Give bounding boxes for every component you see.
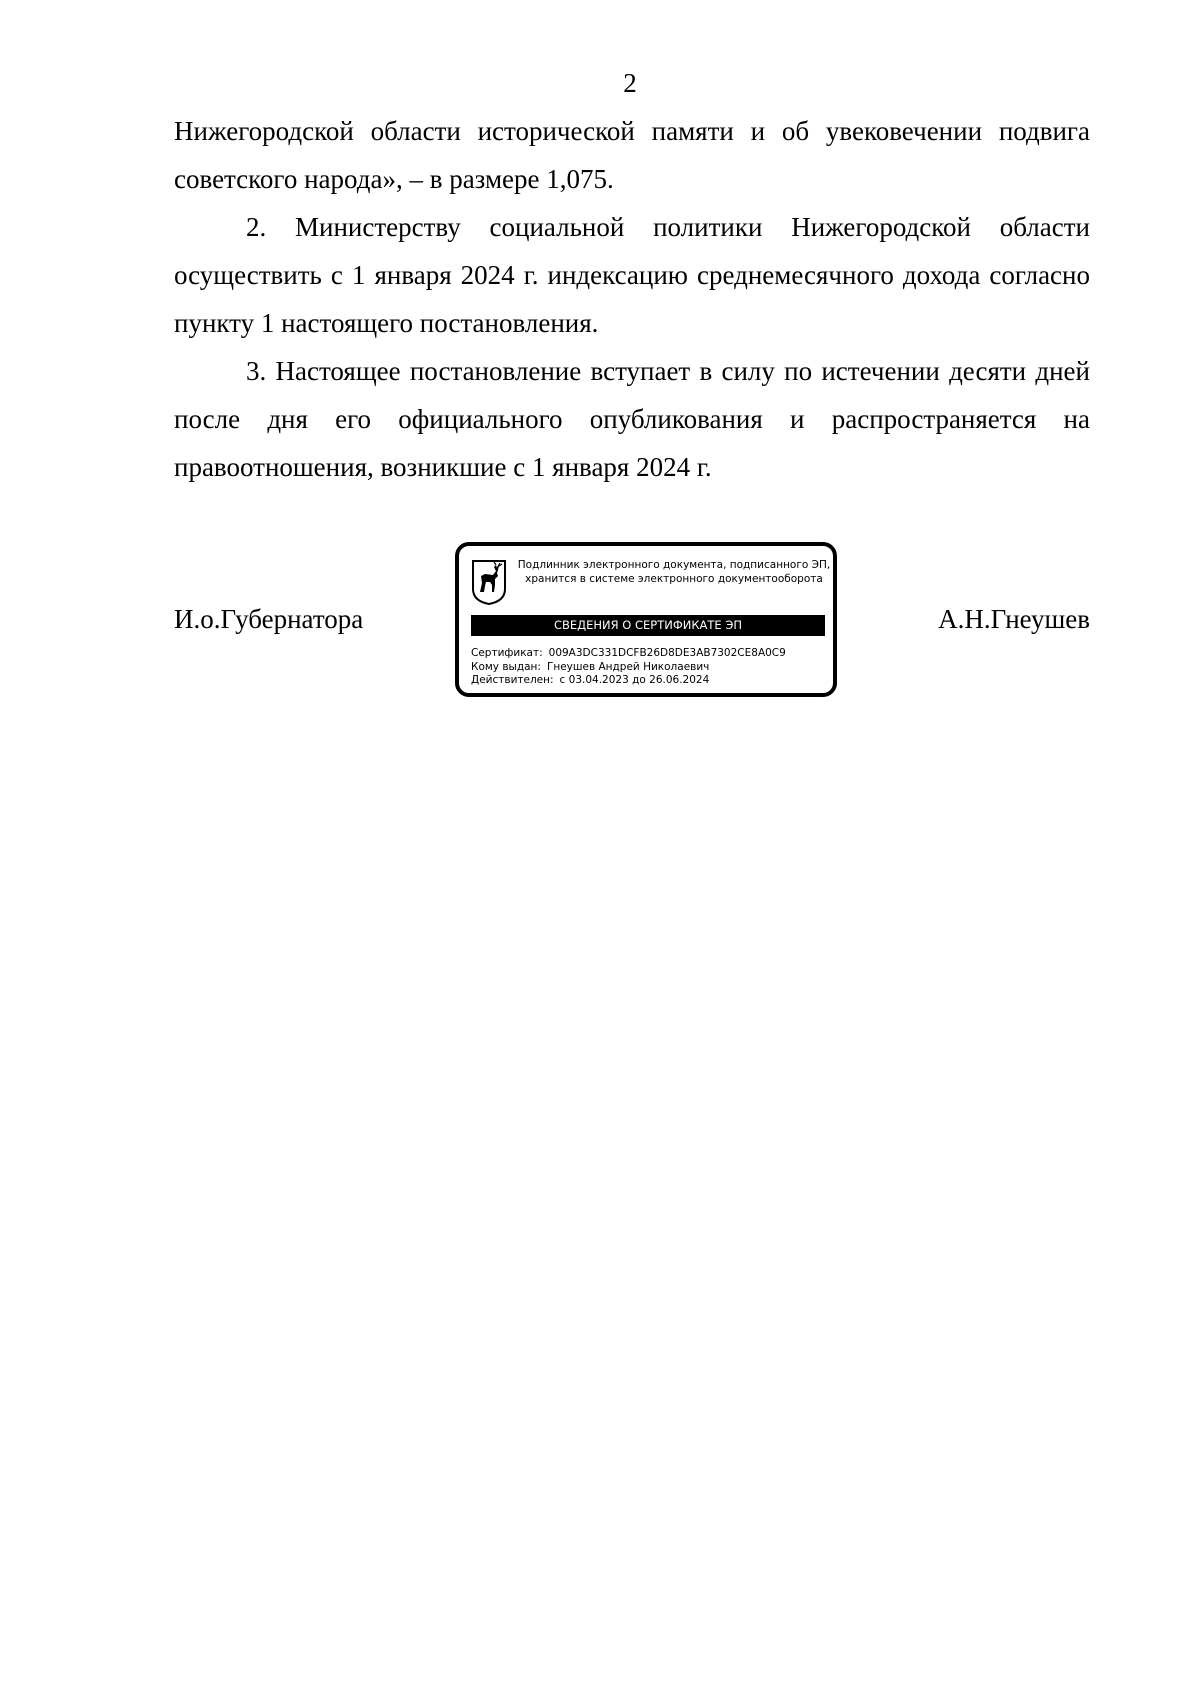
validity-label: Действителен: [471,674,554,686]
signature-title: И.о.Губернатора [174,604,364,634]
page-number: 2 [623,68,637,98]
stamp-header-line-1: Подлинник электронного документа, подписанного ЭП, [517,559,831,571]
certificate-value: 009A3DC331DCFB26D8DE3AB7302CE8A0C9 [548,647,786,659]
issued-to-value: Гнеушев Андрей Николаевич [546,660,710,673]
issued-to-row [471,661,786,675]
certificate-label: Сертификат: [471,647,543,659]
stamp-header [515,558,833,586]
signatory-name: А.Н.Гнеушев [938,604,1090,634]
certificate-info-bar: СВЕДЕНИЯ О СЕРТИФИКАТЕ ЭП [471,615,825,636]
issued-to-label: Кому выдан: [471,660,541,673]
paragraph-item-3: 3. Настоящее постановление вступает в силу по истечении десяти дней после дня его официального опубликования и распространяется на правоотношения, возникшие с 1 января 2024 г. [174,356,1090,482]
stamp-header-line-2: хранится в системе электронного документооборота [525,573,823,585]
e-signature-stamp [455,542,837,697]
body-text [174,107,1090,491]
deer-emblem-icon [471,559,507,605]
validity-row [471,674,786,688]
certificate-details [471,647,786,688]
paragraph-continuation: Нижегородской области исторической памяти и об увековечении подвига советского народа», – в размере 1,075. [174,116,1090,194]
certificate-row [471,647,786,661]
validity-value: с 03.04.2023 до 26.06.2024 [559,674,710,686]
paragraph-item-2: 2. Министерству социальной политики Нижегородской области осуществить с 1 января 2024 г. индексацию среднемесячного дохода согласно пункту 1 настоящего постановления. [174,212,1090,338]
